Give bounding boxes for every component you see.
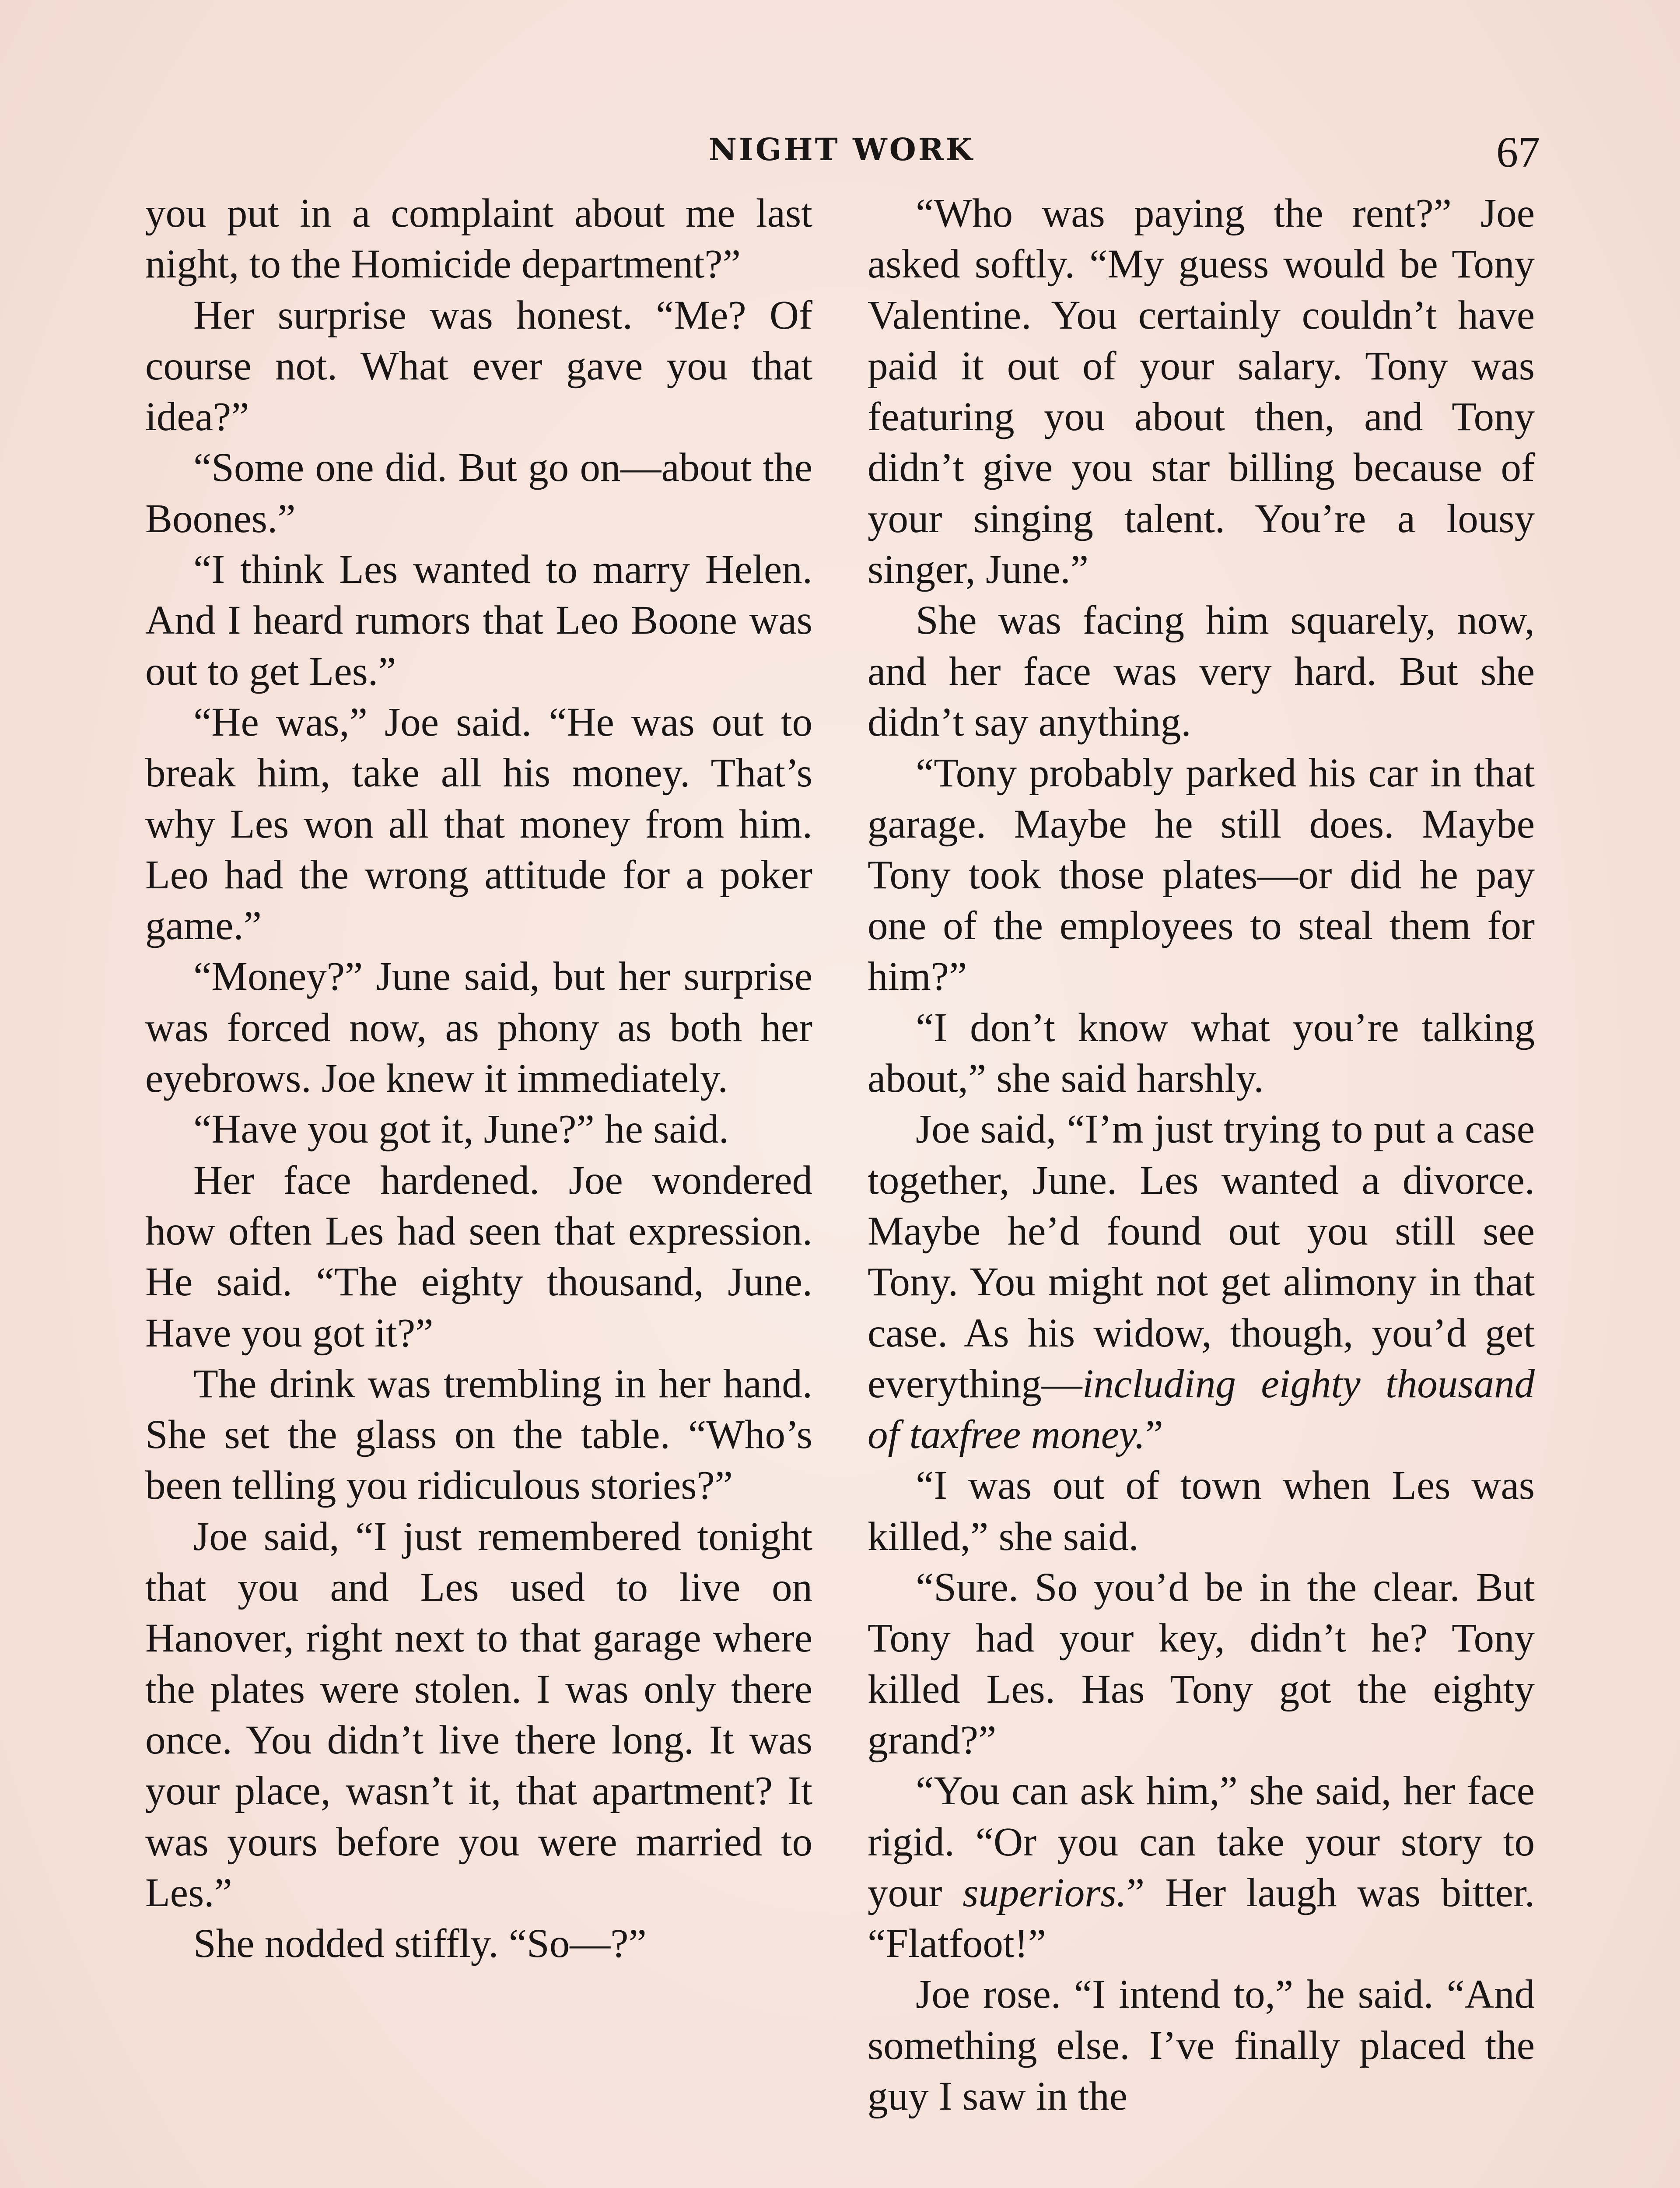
running-head: NIGHT WORK <box>709 131 975 168</box>
text-run: She was facing him squarely, now, and her face was very hard. But she didn’t say anything. <box>868 598 1535 745</box>
paragraph <box>868 1460 1535 1562</box>
paragraph <box>868 595 1535 748</box>
paragraph <box>145 697 812 951</box>
paragraph <box>145 1155 812 1359</box>
text-run: “He was,” Joe said. “He was out to break him, take all his money. That’s why Les won all that money from him. Leo had the wrong attitude for a poker game.” <box>145 699 812 949</box>
text-run: Joe said, “I just remembered tonight that you and Les used to live on Hanover, right next to that garage where the plates were stolen. I was only there once. You didn’t live there long. It was your place, wasn’t it, that apartment? It was yours before you were married to Les.” <box>145 1514 812 1915</box>
right-column <box>868 188 1535 2122</box>
text-run: “Tony probably parked his car in that garage. Maybe he still does. Maybe Tony took those plates—or did he pay one of the employees to steal them for him?” <box>868 750 1535 999</box>
text-run: ” Her laugh was bitter. “Flatfoot!” <box>868 1870 1535 1967</box>
text-run: She nodded stiffly. “So—?” <box>193 1921 647 1967</box>
italic-text: superiors. <box>962 1870 1127 1915</box>
text-run: Her surprise was honest. “Me? Of course not. What ever gave you that idea?” <box>145 292 812 440</box>
paragraph <box>145 188 812 290</box>
paragraph <box>868 748 1535 1002</box>
text-run: “I don’t know what you’re talking about,” she said harshly. <box>868 1005 1535 1101</box>
paragraph <box>868 1969 1535 2122</box>
text-run: “You can ask him,” she said, her face rigid. “Or you can take your story to your <box>868 1768 1535 1915</box>
paragraph <box>145 1104 812 1155</box>
paragraph <box>145 442 812 544</box>
left-column <box>145 188 812 1969</box>
text-run: “Some one did. But go on—about the Boones.” <box>145 445 812 541</box>
text-run: Joe said, “I’m just trying to put a case together, June. Les wanted a divorce. Maybe he’d found out you still see Tony. You might not get alimony in that case. As his widow, though, you’d get everything— <box>868 1107 1535 1406</box>
paragraph <box>145 951 812 1104</box>
text-run: Her face hardened. Joe wondered how often Les had seen that expression. He said. “The eighty thousand, June. Have you got it?” <box>145 1157 812 1356</box>
paragraph <box>145 1511 812 1918</box>
paragraph <box>145 1918 812 1969</box>
text-run: Joe rose. “I intend to,” he said. “And something else. I’ve finally placed the guy I saw in the <box>868 1972 1535 2119</box>
text-run: “Money?” June said, but her surprise was forced now, as phony as both her eyebrows. Joe knew it immediately. <box>145 954 812 1101</box>
text-run: ” <box>1145 1412 1163 1458</box>
paragraph <box>145 290 812 443</box>
page-header <box>0 127 1680 179</box>
text-run: “Sure. So you’d be in the clear. But Tony had your key, didn’t he? Tony killed Les. Has Tony got the eighty grand?” <box>868 1565 1535 1763</box>
paragraph <box>145 544 812 697</box>
page-number: 67 <box>1496 128 1540 176</box>
text-run: “I was out of town when Les was killed,” she said. <box>868 1463 1535 1559</box>
paragraph <box>868 1003 1535 1105</box>
paragraph <box>145 1359 812 1511</box>
paragraph <box>868 1104 1535 1460</box>
text-run: “I think Les wanted to marry Helen. And I heard rumors that Leo Boone was out to get Les.” <box>145 547 812 694</box>
italic-text: including eighty thousand of taxfree money. <box>868 1361 1535 1458</box>
paragraph <box>868 1766 1535 1969</box>
paragraph <box>868 188 1535 595</box>
paragraph <box>868 1562 1535 1766</box>
text-run: you put in a complaint about me last night, to the Homicide department?” <box>145 191 812 287</box>
text-run: “Who was paying the rent?” Joe asked softly. “My guess would be Tony Valentine. You certainly couldn’t have paid it out of your salary. Tony was featuring you about then, and Tony didn’t give you star billing because of your singing talent. You’re a lousy singer, June.” <box>868 191 1535 593</box>
text-run: “Have you got it, June?” he said. <box>193 1107 729 1152</box>
text-run: The drink was trembling in her hand. She set the glass on the table. “Who’s been telling you ridiculous stories?” <box>145 1361 812 1508</box>
